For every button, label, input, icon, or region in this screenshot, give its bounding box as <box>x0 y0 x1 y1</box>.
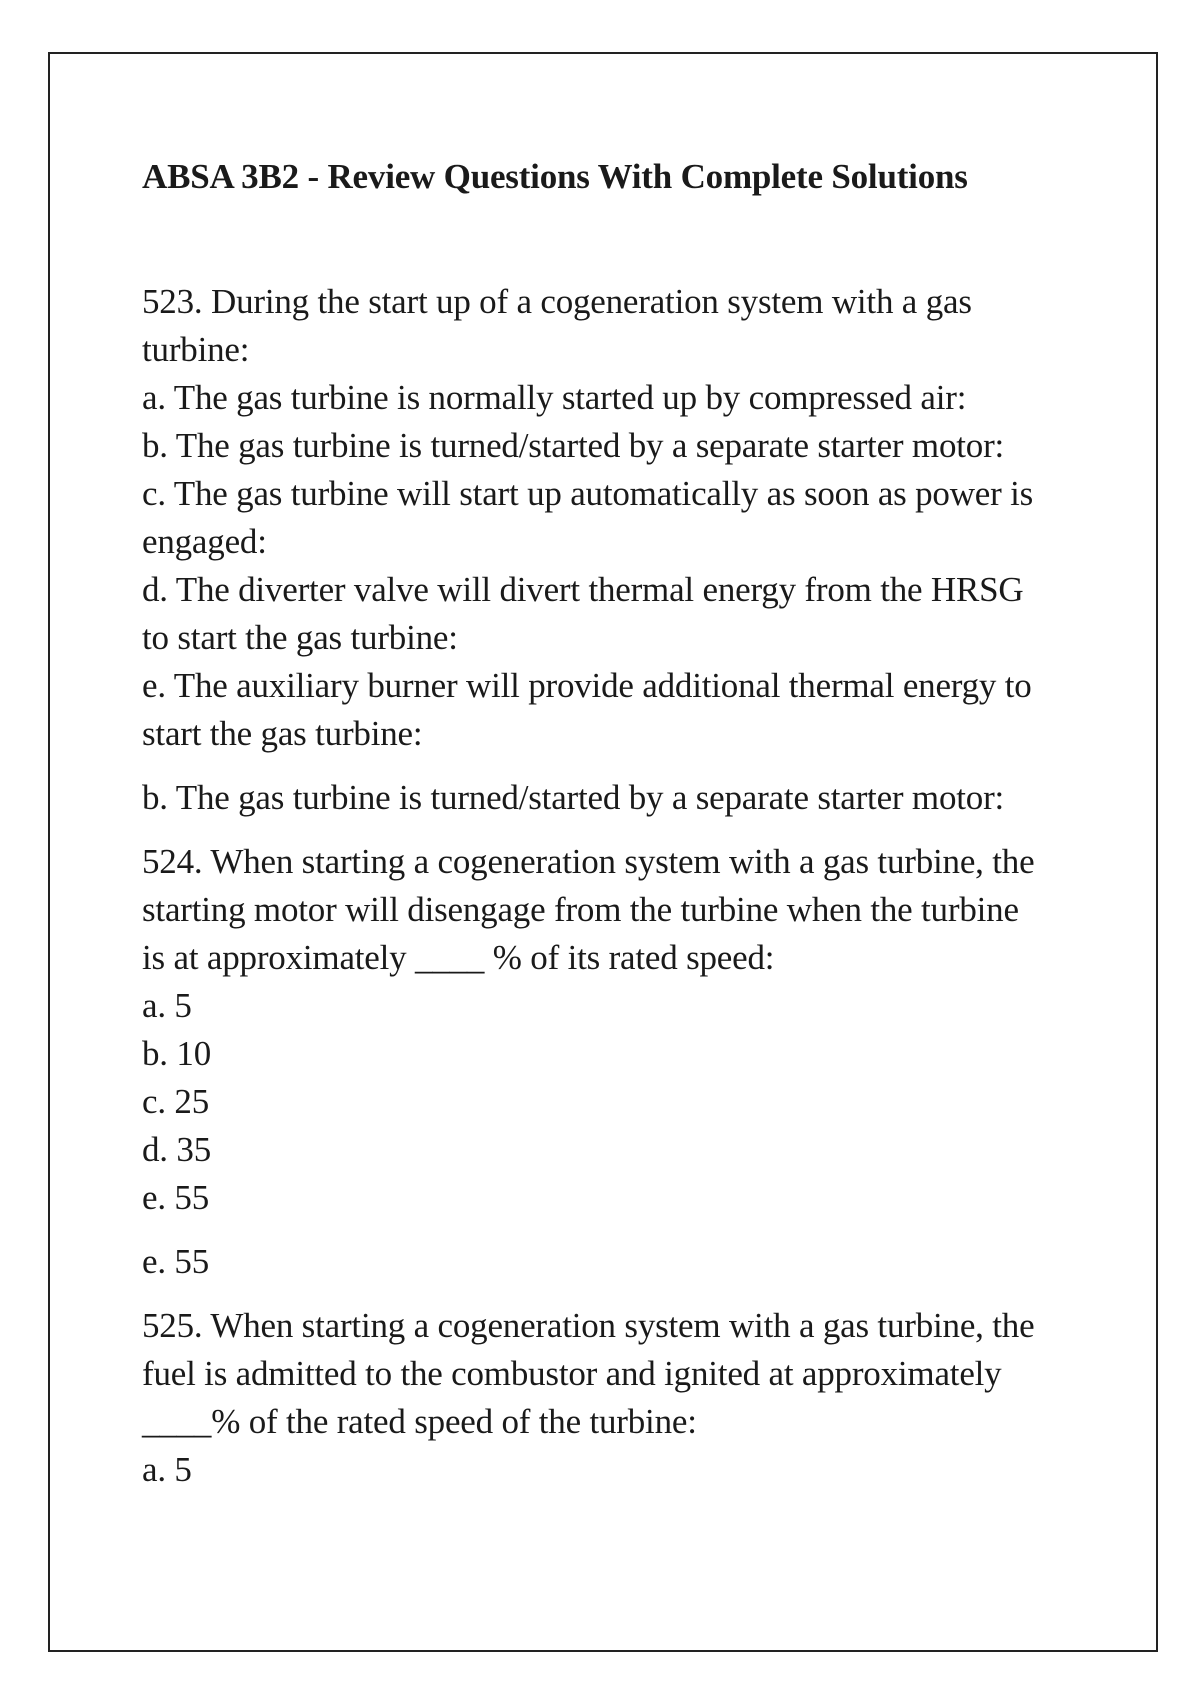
question-523-option-d-cont: to start the gas turbine: <box>142 618 458 657</box>
question-523-option-e-cont: start the gas turbine: <box>142 714 423 753</box>
question-525 <box>142 1302 1082 1494</box>
question-524-prompt-line-1: 524. When starting a cogeneration system with a gas turbine, the <box>142 842 1035 881</box>
question-524-option-e: e. 55 <box>142 1178 210 1217</box>
question-523-answer <box>142 774 1082 822</box>
question-524-option-d: d. 35 <box>142 1130 212 1169</box>
question-524-option-c: c. 25 <box>142 1082 210 1121</box>
question-524 <box>142 838 1082 1222</box>
question-523-option-d: d. The diverter valve will divert thermal energy from the HRSG <box>142 570 1024 609</box>
question-523-option-b: b. The gas turbine is turned/started by a separate starter motor: <box>142 426 1005 465</box>
question-524-prompt-line-3: is at approximately ____ % of its rated speed: <box>142 938 775 977</box>
question-524-option-b: b. 10 <box>142 1034 212 1073</box>
question-525-prompt-line-1: 525. When starting a cogeneration system with a gas turbine, the <box>142 1306 1035 1345</box>
question-523-prompt-line-2: turbine: <box>142 330 250 369</box>
question-523-option-a: a. The gas turbine is normally started up by compressed air: <box>142 378 967 417</box>
question-523 <box>142 278 1082 758</box>
question-523-option-c-cont: engaged: <box>142 522 267 561</box>
question-525-prompt-line-2: fuel is admitted to the combustor and ignited at approximately <box>142 1354 1002 1393</box>
question-523-option-c: c. The gas turbine will start up automatically as soon as power is <box>142 474 1034 513</box>
question-524-option-a: a. 5 <box>142 986 192 1025</box>
answer-text: e. 55 <box>142 1242 210 1281</box>
question-523-prompt-line-1: 523. During the start up of a cogeneration system with a gas <box>142 282 972 321</box>
document-body <box>142 150 1082 1494</box>
question-525-option-a: a. 5 <box>142 1450 192 1489</box>
question-524-prompt-line-2: starting motor will disengage from the turbine when the turbine <box>142 890 1019 929</box>
question-523-option-e: e. The auxiliary burner will provide additional thermal energy to <box>142 666 1032 705</box>
document-title: ABSA 3B2 - Review Questions With Complete Solutions <box>142 157 968 196</box>
question-525-prompt-line-3: ____% of the rated speed of the turbine: <box>142 1402 697 1441</box>
answer-text: b. The gas turbine is turned/started by a separate starter motor: <box>142 778 1005 817</box>
question-524-answer <box>142 1238 1082 1286</box>
